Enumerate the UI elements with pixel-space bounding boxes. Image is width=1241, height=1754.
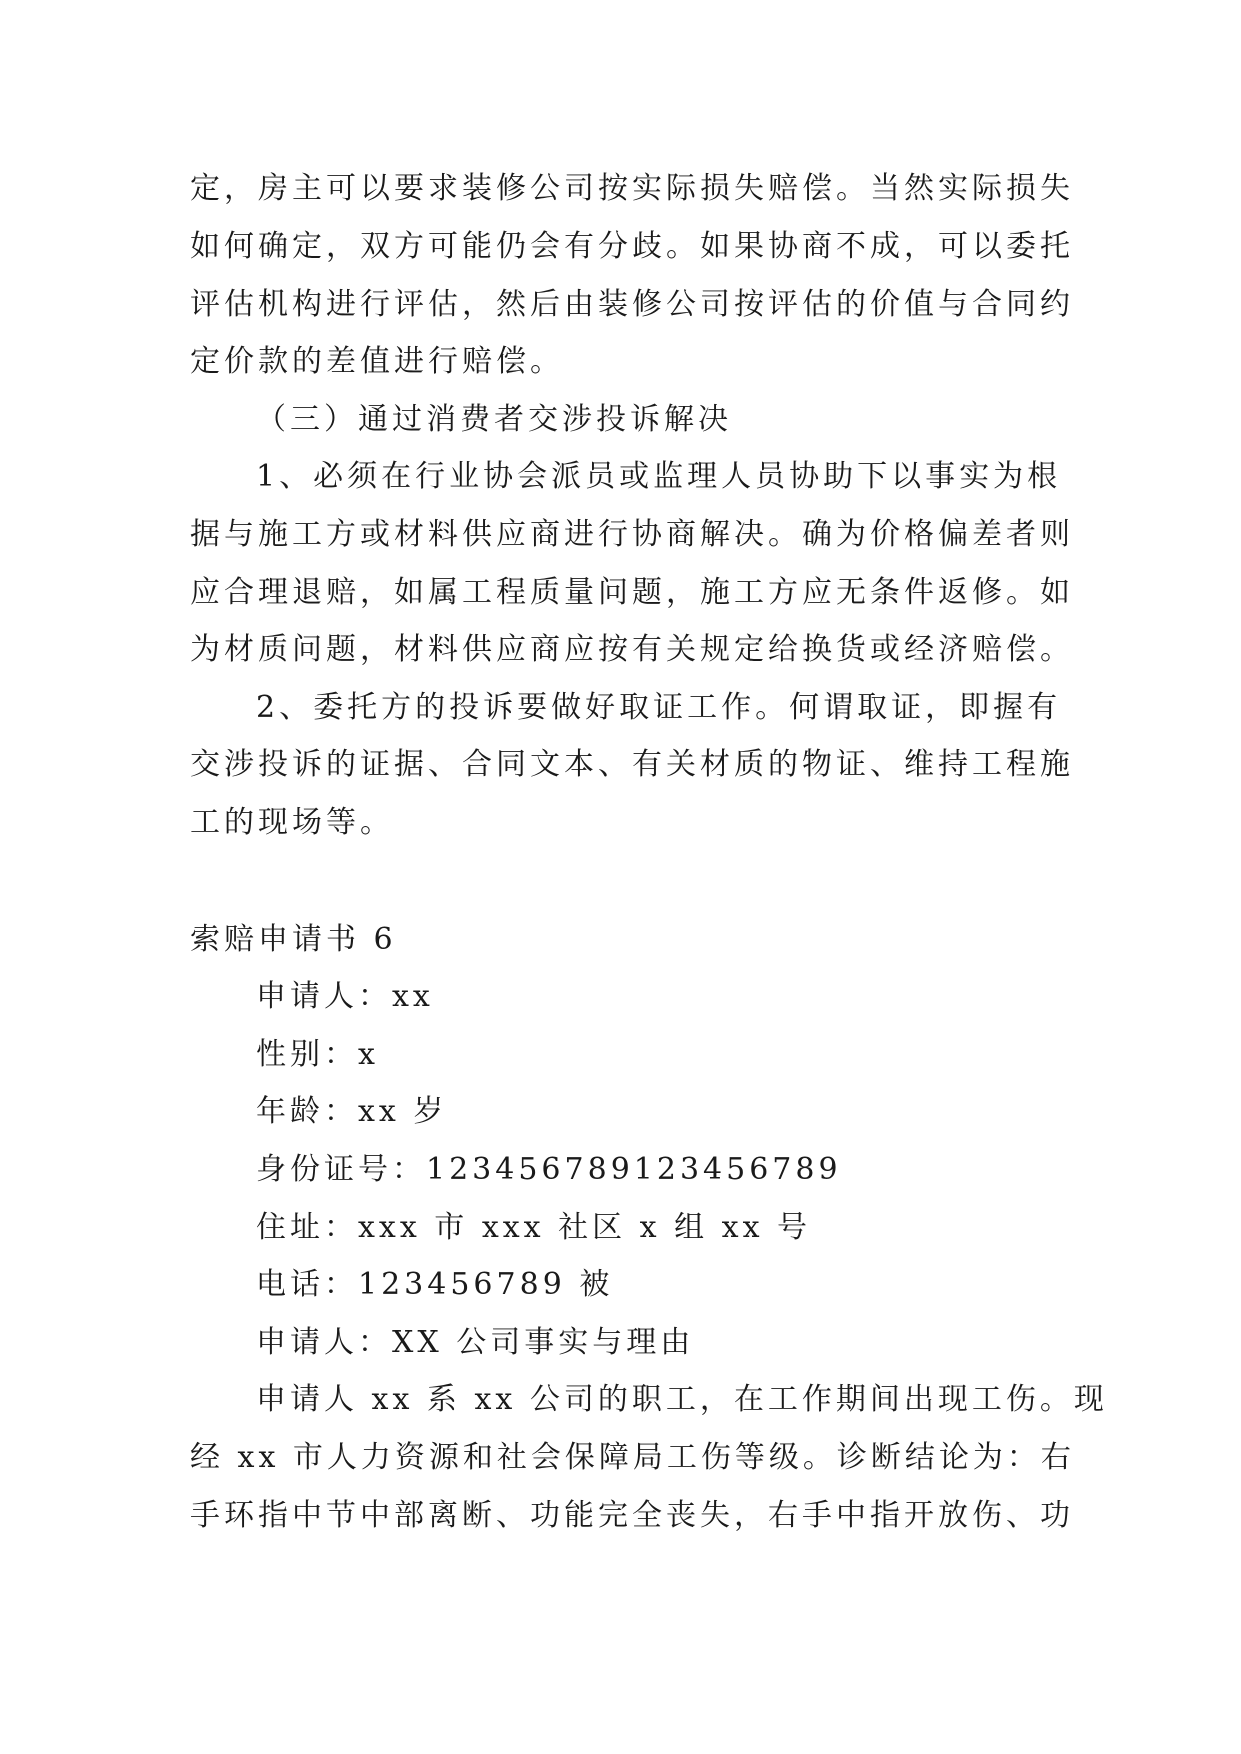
paragraph-line: 申请人 xx 系 xx 公司的职工，在工作期间出现工伤。现 (256, 1382, 1108, 1417)
paragraph-line: 2、委托方的投诉要做好取证工作。何谓取证，即握有 (256, 690, 1062, 725)
field-gender: 性别：x (256, 1037, 379, 1072)
paragraph-line: 评估机构进行评估，然后由装修公司按评估的价值与合同约 (190, 287, 1074, 322)
field-id-number: 身份证号：123456789123456789 (256, 1152, 842, 1187)
paragraph-line: 交涉投诉的证据、合同文本、有关材质的物证、维持工程施 (190, 747, 1074, 782)
field-address: 住址：xxx 市 xxx 社区 x 组 xx 号 (256, 1210, 812, 1245)
field-phone: 电话：123456789 被 (256, 1267, 614, 1302)
paragraph-line: 工的现场等。 (190, 805, 394, 840)
section-heading: （三）通过消费者交涉投诉解决 (256, 402, 732, 437)
paragraph-line: 经 xx 市人力资源和社会保障局工伤等级。诊断结论为：右 (190, 1440, 1075, 1475)
paragraph-line: 1、必须在行业协会派员或监理人员协助下以事实为根 (256, 459, 1062, 494)
paragraph-line: 定价款的差值进行赔偿。 (190, 344, 564, 379)
field-respondent: 申请人：XX 公司事实与理由 (256, 1325, 695, 1360)
paragraph-line: 手环指中节中部离断、功能完全丧失，右手中指开放伤、功 (190, 1498, 1074, 1533)
paragraph-line: 定，房主可以要求装修公司按实际损失赔偿。当然实际损失 (190, 171, 1074, 206)
paragraph-line: 应合理退赔，如属工程质量问题，施工方应无条件返修。如 (190, 575, 1074, 610)
paragraph-line: 据与施工方或材料供应商进行协商解决。确为价格偏差者则 (190, 517, 1074, 552)
paragraph-line: 为材质问题，材料供应商应按有关规定给换货或经济赔偿。 (190, 632, 1074, 667)
paragraph-line: 如何确定，双方可能仍会有分歧。如果协商不成，可以委托 (190, 229, 1074, 264)
document-title: 索赔申请书 6 (190, 922, 397, 957)
field-age: 年龄：xx 岁 (256, 1094, 448, 1129)
field-applicant: 申请人：xx (256, 979, 434, 1014)
